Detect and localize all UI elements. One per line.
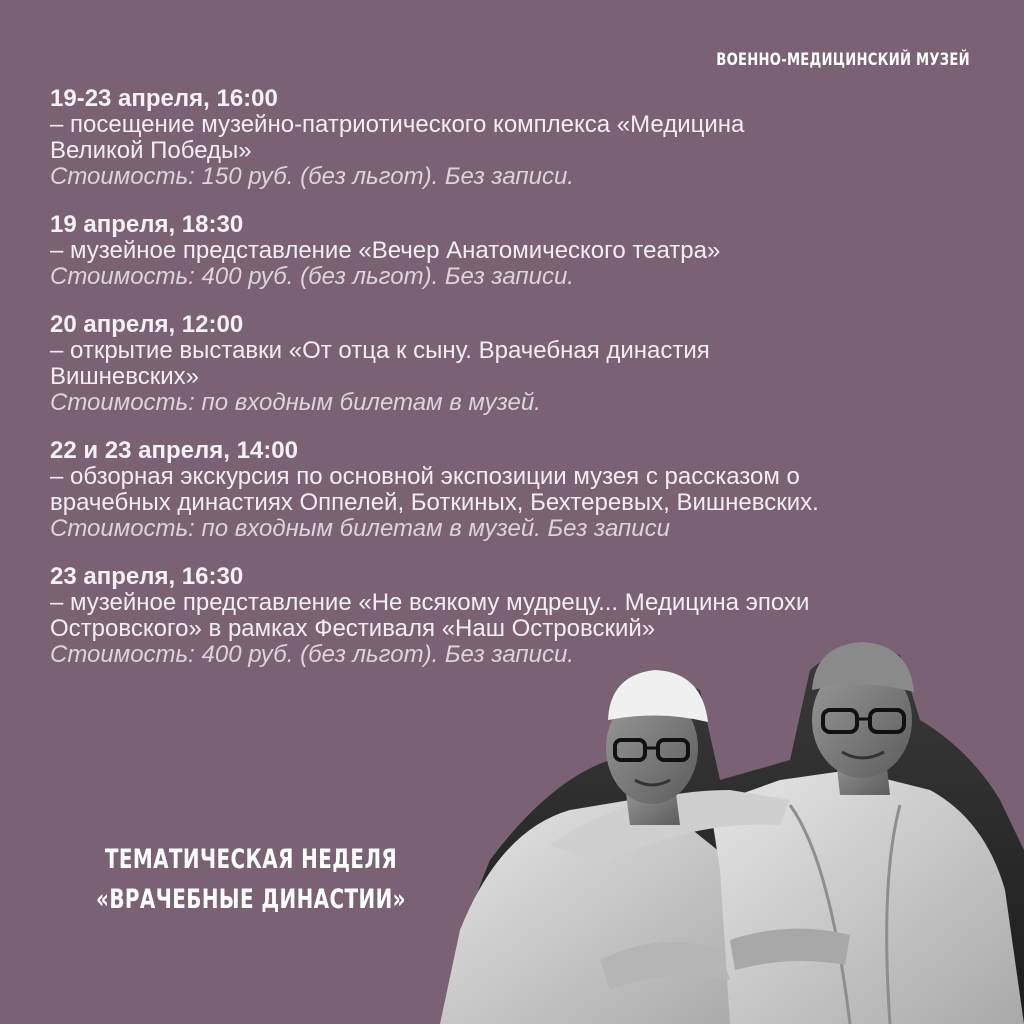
event-description-line: – открытие выставки «От отца к сыну. Врачебная династия — [50, 337, 710, 364]
event-description-line: Великой Победы» — [50, 137, 252, 164]
event-description-line: – музейное представление «Не всякому мудрецу... Медицина эпохи — [50, 589, 810, 616]
theme-week-title — [91, 840, 411, 920]
event-item — [50, 212, 980, 290]
event-description-line: – обзорная экскурсия по основной экспозиции музея с рассказом о — [50, 463, 800, 490]
event-description-line: Вишневских» — [50, 363, 200, 390]
event-item — [50, 86, 980, 190]
doctors-photo — [430, 630, 1024, 1024]
event-cost: Стоимость: по входным билетам в музей. — [50, 389, 541, 416]
event-description-line: Островского» в рамках Фестиваля «Наш Островский» — [50, 615, 656, 642]
event-cost: Стоимость: 400 руб. (без льгот). Без записи. — [50, 641, 574, 668]
event-list — [50, 86, 980, 690]
event-date: 22 и 23 апреля, 14:00 — [50, 437, 298, 464]
event-date: 20 апреля, 12:00 — [50, 311, 244, 338]
theme-week-line: «ВРАЧЕБНЫЕ ДИНАСТИИ» — [96, 884, 406, 915]
event-item — [50, 438, 980, 542]
theme-week-line: ТЕМАТИЧЕСКАЯ НЕДЕЛЯ — [104, 844, 398, 875]
event-description-line: – посещение музейно-патриотического комплекса «Медицина — [50, 111, 745, 138]
event-description-line: – музейное представление «Вечер Анатомического театра» — [50, 237, 721, 264]
event-cost: Стоимость: 150 руб. (без льгот). Без записи. — [50, 163, 574, 190]
event-description-line: врачебных династиях Оппелей, Боткиных, Бехтеревых, Вишневских. — [50, 489, 819, 516]
event-date: 19-23 апреля, 16:00 — [50, 85, 278, 112]
event-cost: Стоимость: 400 руб. (без льгот). Без записи. — [50, 263, 574, 290]
event-date: 19 апреля, 18:30 — [50, 211, 244, 238]
museum-name: ВОЕННО-МЕДИЦИНСКИЙ МУЗЕЙ — [716, 50, 970, 70]
event-date: 23 апреля, 16:30 — [50, 563, 244, 590]
event-item — [50, 312, 980, 416]
event-cost: Стоимость: по входным билетам в музей. Без записи — [50, 515, 670, 542]
